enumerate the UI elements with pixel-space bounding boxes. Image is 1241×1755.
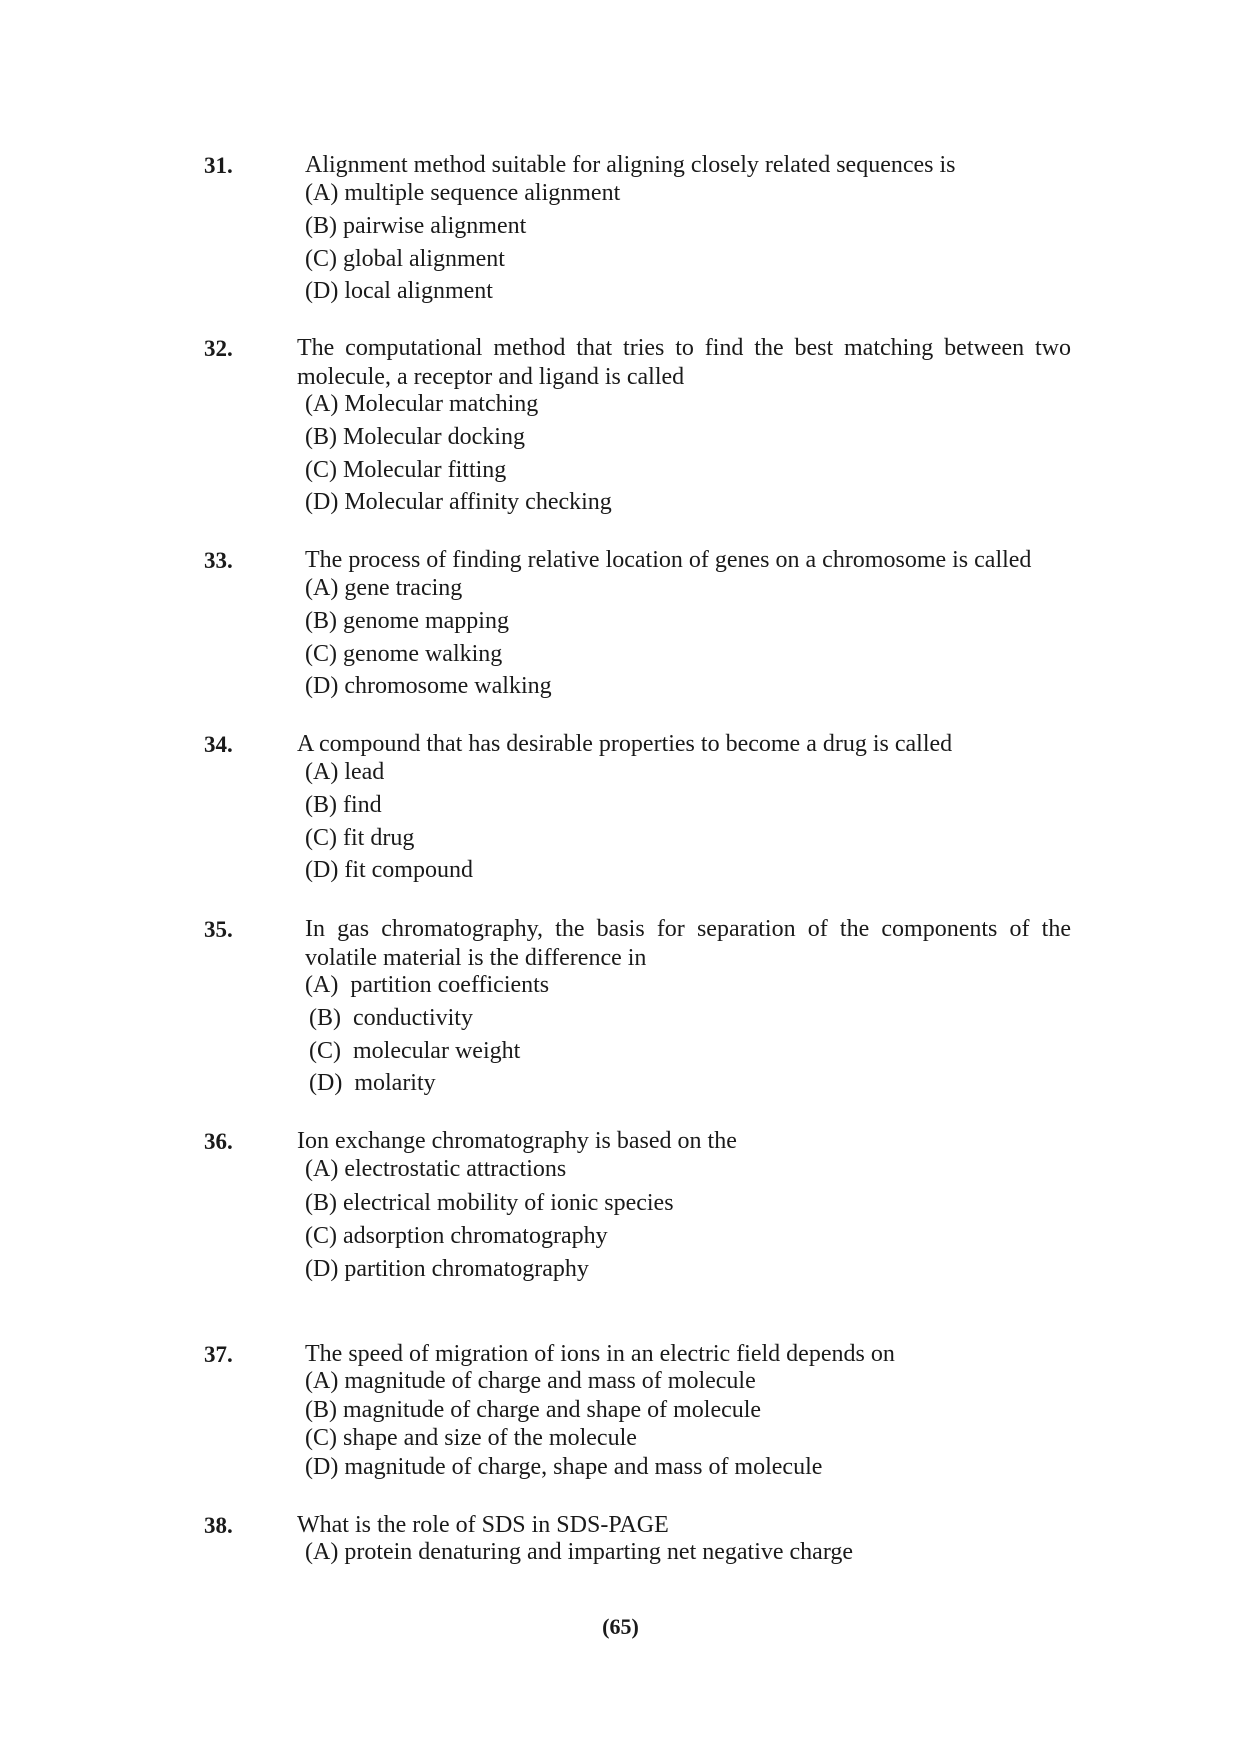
option-c <box>305 457 506 484</box>
question-stem: The speed of migration of ions in an electric field depends on <box>305 1341 895 1367</box>
page-number: (65) <box>602 1614 639 1639</box>
option-a <box>305 972 549 999</box>
option-text: multiple sequence alignment <box>344 180 621 206</box>
question-number: 36. <box>204 1129 233 1154</box>
option-text: Molecular fitting <box>343 457 507 483</box>
option-a <box>305 1539 853 1566</box>
option-letter: (D) <box>305 489 339 515</box>
option-c <box>305 825 414 852</box>
option-text: molarity <box>354 1070 436 1096</box>
question-stem: Alignment method suitable for aligning closely related sequences is <box>305 152 956 178</box>
option-text: shape and size of the molecule <box>343 1425 637 1451</box>
option-text: molecular weight <box>353 1038 521 1064</box>
question-stem: In gas chromatography, the basis for separation of the components of the volatile material is the difference in <box>305 916 1071 971</box>
option-text: adsorption chromatography <box>343 1223 608 1249</box>
option-text: electrical mobility of ionic species <box>343 1190 674 1216</box>
option-text: magnitude of charge, shape and mass of molecule <box>344 1454 823 1480</box>
question-number: 38. <box>204 1513 233 1538</box>
option-letter: (B) <box>305 1190 337 1216</box>
option-b <box>305 1190 674 1217</box>
option-letter: (C) <box>305 825 337 851</box>
option-letter: (A) <box>305 1368 339 1394</box>
option-b <box>309 1005 473 1032</box>
option-c <box>309 1038 520 1065</box>
option-letter: (C) <box>305 457 337 483</box>
option-c <box>305 641 502 668</box>
option-a <box>305 1368 756 1395</box>
option-a <box>305 575 462 602</box>
option-a <box>305 180 620 207</box>
option-text: global alignment <box>343 246 505 272</box>
option-text: local alignment <box>344 278 493 304</box>
option-letter: (C) <box>305 246 337 272</box>
option-letter: (D) <box>309 1070 343 1096</box>
option-b <box>305 792 382 819</box>
option-b <box>305 424 525 451</box>
option-text: find <box>343 792 382 818</box>
option-c <box>305 1223 608 1250</box>
question-stem: The process of finding relative location of genes on a chromosome is called <box>305 547 1032 573</box>
option-letter: (A) <box>305 1539 339 1565</box>
question-number: 34. <box>204 732 233 757</box>
option-b <box>305 608 509 635</box>
option-a <box>305 391 538 418</box>
option-letter: (B) <box>305 1397 337 1423</box>
option-text: electrostatic attractions <box>344 1156 567 1182</box>
option-letter: (B) <box>305 213 337 239</box>
question-stem: The computational method that tries to find the best matching between two molecule, a receptor and ligand is called <box>297 335 1071 390</box>
option-letter: (D) <box>305 1256 339 1282</box>
option-text: gene tracing <box>344 575 463 601</box>
question-number: 33. <box>204 548 233 573</box>
option-letter: (C) <box>305 1425 337 1451</box>
option-letter: (D) <box>305 1454 339 1480</box>
question-stem: A compound that has desirable properties to become a drug is called <box>297 731 953 757</box>
option-letter: (D) <box>305 278 339 304</box>
option-letter: (C) <box>309 1038 341 1064</box>
option-text: fit drug <box>343 825 415 851</box>
option-text: partition coefficients <box>350 972 550 998</box>
option-letter: (A) <box>305 575 339 601</box>
option-text: Molecular docking <box>343 424 525 450</box>
option-letter: (B) <box>305 608 337 634</box>
option-text: fit compound <box>344 857 473 883</box>
option-d <box>305 489 612 516</box>
option-text: magnitude of charge and shape of molecule <box>343 1397 762 1423</box>
option-text: protein denaturing and imparting net negative charge <box>344 1539 854 1565</box>
option-d <box>305 857 473 884</box>
option-letter: (B) <box>305 424 337 450</box>
option-letter: (C) <box>305 641 337 667</box>
option-letter: (A) <box>305 391 339 417</box>
question-number: 31. <box>204 153 233 178</box>
option-text: Molecular affinity checking <box>344 489 612 515</box>
option-d <box>305 1256 589 1283</box>
option-c <box>305 246 505 273</box>
option-c <box>305 1425 637 1452</box>
question-stem: What is the role of SDS in SDS-PAGE <box>297 1512 669 1538</box>
question-number: 32. <box>204 336 233 361</box>
question-number: 35. <box>204 917 233 942</box>
option-text: chromosome walking <box>344 673 552 699</box>
option-d <box>309 1070 436 1097</box>
option-b <box>305 213 526 240</box>
question-number: 37. <box>204 1342 233 1367</box>
option-b <box>305 1397 761 1424</box>
option-letter: (A) <box>305 759 339 785</box>
option-letter: (B) <box>305 792 337 818</box>
option-text: conductivity <box>353 1005 473 1031</box>
option-letter: (B) <box>309 1005 341 1031</box>
question-stem: Ion exchange chromatography is based on the <box>297 1128 737 1154</box>
option-letter: (A) <box>305 1156 339 1182</box>
option-text: genome walking <box>343 641 503 667</box>
option-d <box>305 1454 822 1481</box>
option-letter: (A) <box>305 972 339 998</box>
option-text: partition chromatography <box>344 1256 589 1282</box>
option-d <box>305 673 552 700</box>
option-d <box>305 278 493 305</box>
option-text: genome mapping <box>343 608 509 634</box>
option-letter: (A) <box>305 180 339 206</box>
option-text: pairwise alignment <box>343 213 527 239</box>
option-a <box>305 759 384 786</box>
option-text: magnitude of charge and mass of molecule <box>344 1368 756 1394</box>
option-letter: (D) <box>305 673 339 699</box>
option-a <box>305 1156 566 1183</box>
option-letter: (C) <box>305 1223 337 1249</box>
option-text: lead <box>344 759 385 785</box>
option-text: Molecular matching <box>344 391 539 417</box>
option-letter: (D) <box>305 857 339 883</box>
